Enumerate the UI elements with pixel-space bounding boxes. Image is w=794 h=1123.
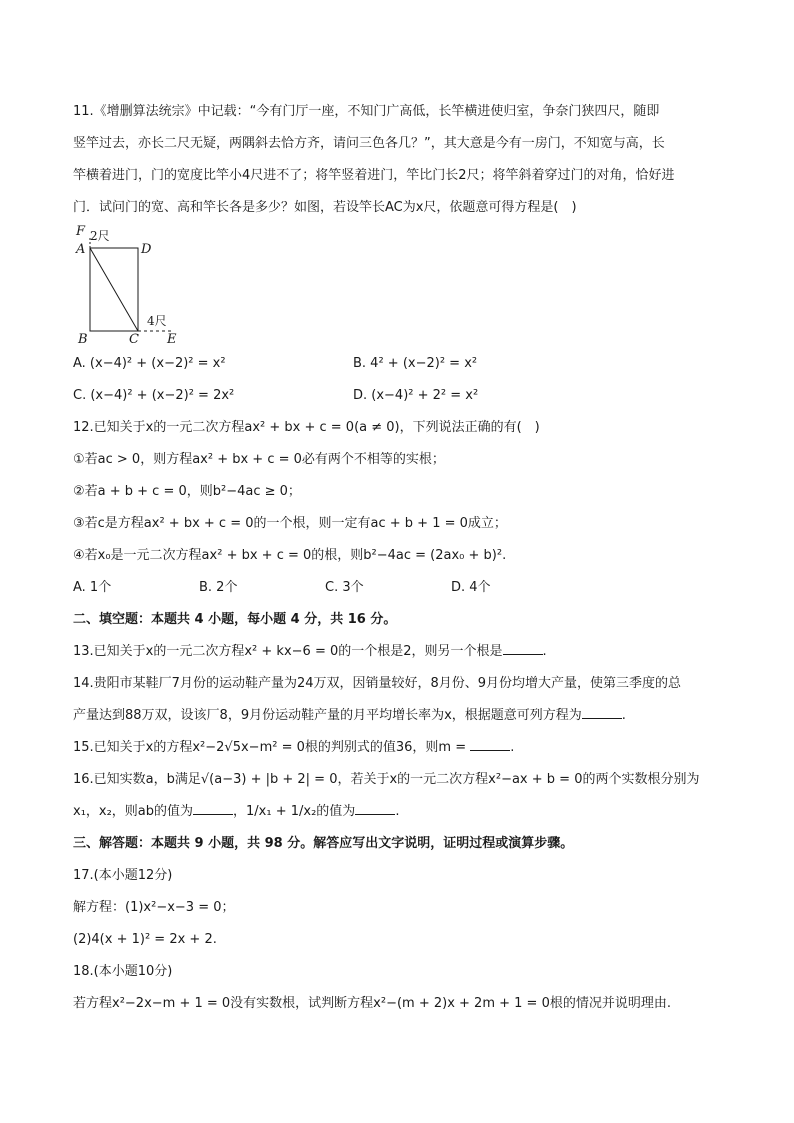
- q15: 15.已知关于x的方程x²−2√5x−m² = 0根的判别式的值36，则m = .: [73, 732, 723, 764]
- q12-statement-2: ②若a + b + c = 0，则b²−4ac ≥ 0；: [73, 484, 301, 499]
- q18-title: 18.(本小题10分): [73, 964, 173, 979]
- q17-title: 17.(本小题12分): [73, 868, 173, 883]
- exam-page: [73, 96, 723, 1020]
- q18-line1: 若方程x²−2x−m + 1 = 0没有实数根，试判断方程x²−(m + 2)x + 2m + 1 = 0根的情况并说明理由.: [73, 996, 671, 1011]
- label-e: E: [167, 332, 177, 347]
- q11-options-row1: [73, 348, 723, 380]
- q11-figure: [73, 224, 723, 348]
- q12-option-c[interactable]: C. 3个: [325, 580, 364, 595]
- q11-line1: 11.《增删算法统宗》中记载：“今有门厅一座，不知门广高低，长竿横进使归室，争奈门狭四尺，随即: [73, 104, 660, 119]
- q13-answer-blank[interactable]: [503, 641, 543, 655]
- q12-option-a[interactable]: A. 1个: [73, 580, 112, 595]
- q16-line1: 16.已知实数a，b满足√(a−3) + |b + 2| = 0，若关于x的一元二次方程x²−ax + b = 0的两个实数根分别为: [73, 772, 700, 787]
- label-4chi: 4尺: [147, 314, 167, 328]
- label-f: F: [76, 224, 86, 239]
- q17-line1: 解方程：(1)x²−x−3 = 0；: [73, 900, 235, 915]
- q13: 13.已知关于x的一元二次方程x² + kx−6 = 0的一个根是2，则另一个根是 .: [73, 636, 723, 668]
- q12-stem: 12.已知关于x的一元二次方程ax² + bx + c = 0(a ≠ 0)，下列说法正确的有( ): [73, 420, 540, 435]
- q14-answer-blank[interactable]: [582, 705, 622, 719]
- q14-line1: 14.贵阳市某鞋厂7月份的运动鞋产量为24万双，因销量较好，8月份、9月份均增大产量，使第三季度的总: [73, 676, 682, 691]
- label-c: C: [129, 332, 139, 347]
- label-d: D: [141, 242, 152, 257]
- q14-text: 产量达到88万双，设该厂8，9月份运动鞋产量的月平均增长率为x，根据题意可列方程为: [73, 708, 582, 723]
- q12-statement-4: ④若x₀是一元二次方程ax² + bx + c = 0的根，则b²−4ac = (2ax₀ + b)².: [73, 548, 507, 563]
- q11-option-b[interactable]: B. 4² + (x−2)² = x²: [353, 356, 478, 371]
- q11-line3: 竿横着进门，门的宽度比竿小4尺进不了；将竿竖着进门，竿比门长2尺；将竿斜着穿过门的对角，恰好进: [73, 168, 675, 183]
- q12-option-d[interactable]: D. 4个: [451, 580, 491, 595]
- q11-option-c[interactable]: C. (x−4)² + (x−2)² = 2x²: [73, 388, 235, 403]
- q13-text: 13.已知关于x的一元二次方程x² + kx−6 = 0的一个根是2，则另一个根是: [73, 644, 503, 659]
- diagonal-ac: [90, 248, 138, 331]
- label-2chi: 2尺: [90, 229, 110, 243]
- q16-text-b: ，1/x₁ + 1/x₂的值为: [233, 804, 356, 819]
- section-3-heading: 三、解答题：本题共 9 小题，共 98 分。解答应写出文字说明，证明过程或演算步骤。: [73, 836, 574, 851]
- label-a: A: [76, 242, 86, 257]
- section-2-heading: 二、填空题：本题共 4 小题，每小题 4 分，共 16 分。: [73, 612, 397, 627]
- q12-statement-1: ①若ac > 0，则方程ax² + bx + c = 0必有两个不相等的实根；: [73, 452, 445, 467]
- q16-text-a: x₁，x₂，则ab的值为: [73, 804, 194, 819]
- q16-answer-blank-2[interactable]: [355, 801, 395, 815]
- q17-line2: (2)4(x + 1)² = 2x + 2.: [73, 932, 217, 947]
- q16-line2: x₁，x₂，则ab的值为 ，1/x₁ + 1/x₂的值为 .: [73, 796, 723, 828]
- q12-statement-3: ③若c是方程ax² + bx + c = 0的一个根，则一定有ac + b + 1 = 0成立；: [73, 516, 507, 531]
- label-b: B: [78, 332, 88, 347]
- q15-answer-blank[interactable]: [470, 737, 510, 751]
- q16-answer-blank-1[interactable]: [193, 801, 233, 815]
- q11-option-a[interactable]: A. (x−4)² + (x−2)² = x²: [73, 356, 226, 371]
- q12-options: [73, 572, 723, 604]
- q11-line4: 门．试问门的宽、高和竿长各是多少？如图，若设竿长AC为x尺，依题意可得方程是( ): [73, 200, 577, 215]
- q12-option-b[interactable]: B. 2个: [199, 580, 238, 595]
- q11-option-d[interactable]: D. (x−4)² + 2² = x²: [353, 388, 479, 403]
- q14-line2: 产量达到88万双，设该厂8，9月份运动鞋产量的月平均增长率为x，根据题意可列方程为 .: [73, 700, 723, 732]
- q11-line2: 竖竿过去，亦长二尺无疑，两隅斜去恰方齐，请问三色各几？”，其大意是今有一房门，不知宽与高，长: [73, 136, 665, 151]
- q11-options-row2: [73, 380, 723, 412]
- q15-text: 15.已知关于x的方程x²−2√5x−m² = 0根的判别式的值36，则m =: [73, 740, 467, 755]
